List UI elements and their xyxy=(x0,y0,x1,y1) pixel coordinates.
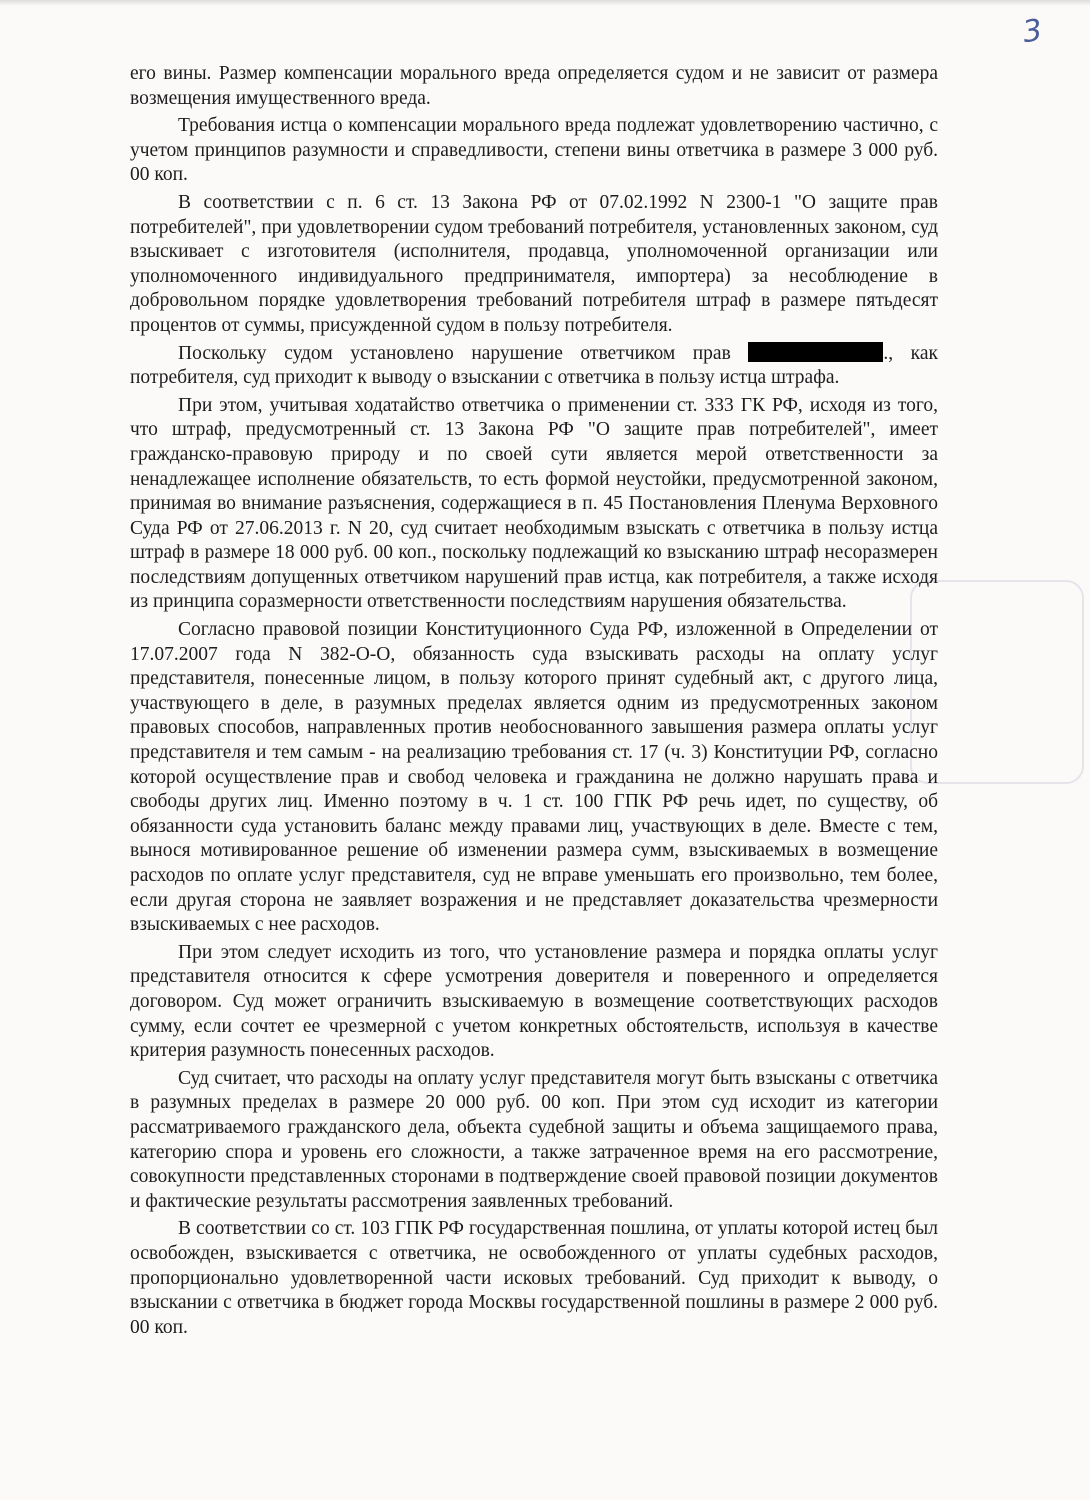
paragraph-representative-fees: При этом следует исходить из того, что установление размера и порядка оплаты услуг представителя относится к сфере усмотрения доверителя и поверенного и определяется договором. Суд может ограничить взыскиваемую в возмещение соответствующих расходов сумму, если сочтет ее чрезмерной с учетом конкретных обстоятельств, используя в качестве критерия разумность понесенных расходов. xyxy=(130,941,938,1062)
paragraph-text-before-redaction: Поскольку судом установлено нарушение ответчиком прав xyxy=(178,342,749,364)
document-body xyxy=(130,62,938,1340)
paragraph-moral-damage-end: его вины. Размер компенсации морального вреда определяется судом и не зависит от размера возмещения имущественного вреда. xyxy=(130,63,938,109)
paragraph-text-after-redaction: ., как потребителя, суд приходит к выводу о взыскании с ответчика в пользу истца штрафа. xyxy=(130,342,938,389)
paragraph-moral-damage-award: Требования истца о компенсации морального вреда подлежат удовлетворению частично, с учетом принципов разумности и справедливости, степени вины ответчика в размере 3 000 руб. 00 коп. xyxy=(130,115,938,186)
paragraph-violation-found xyxy=(130,342,938,391)
redacted-name xyxy=(748,342,883,362)
paragraph-fees-award: Суд считает, что расходы на оплату услуг представителя могут быть взысканы с ответчика в разумных пределах в размере 20 000 руб. 00 коп. При этом суд исходит из категории рассматриваемого гражданского дела, объекта судебной защиты и объема защищаемого права, категорию спора и уровень его сложности, а также затраченное время на его рассмотрение, совокупности представленных сторонами в подтверждение своей правовой позиции документов и фактические результаты рассмотрения заявленных требований. xyxy=(130,1067,938,1212)
paragraph-fine-reduction: При этом, учитывая ходатайство ответчика о применении ст. 333 ГК РФ, исходя из того, что штраф, предусмотренный ст. 13 Закона РФ "О защите прав потребителей", имеет гражданско-правовую природу и по своей сути является мерой ответственности за ненадлежащее исполнение обязательств, то есть формой неустойки, предусмотренной законом, принимая во внимание разъяснения, содержащиеся в п. 45 Постановления Пленума Верховного Суда РФ от 27.06.2013 г. N 20, суд считает необходимым взыскать с ответчика в пользу истца штраф в размере 18 000 руб. 00 коп., поскольку подлежащий ко взысканию штраф несоразмерен последствиям допущенных ответчиком нарушений прав истца, как потребителя, а также исходя из принципа соразмерности ответственности последствиям нарушения обязательства. xyxy=(130,394,938,613)
paragraph-constitutional-court: Согласно правовой позиции Конституционного Суда РФ, изложенной в Определении от 17.07.2007 года N 382-О-О, обязанность суда взыскивать расходы на оплату услуг представителя, понесенные лицом, в пользу которого принят судебный акт, с другого лица, участвующего в деле, в разумных пределах является одним из предусмотренных законом правовых способов, направленных против необоснованного завышения размера оплаты услуг представителя и тем самым - на реализацию требования ст. 17 (ч. 3) Конституции РФ, согласно которой осуществление прав и свобод человека и гражданина не должно нарушать права и свободы других лиц. Именно поэтому в ч. 1 ст. 100 ГПК РФ речь идет, по существу, об обязанности суда установить баланс между правами лиц, участвующих в деле. Вместе с тем, вынося мотивированное решение об изменении размера сумм, взыскиваемых в возмещение расходов по оплате услуг представителя, суд не вправе уменьшать его произвольно, тем более, если другая сторона не заявляет возражения и не представляет доказательства чрезмерности взыскиваемых с нее расходов. xyxy=(130,619,938,936)
paragraph-state-duty: В соответствии со ст. 103 ГПК РФ государственная пошлина, от уплаты которой истец был освобожден, взыскивается с ответчика, не освобожденного от уплаты судебных расходов, пропорционально удовлетворенной части исковых требований. Суд приходит к выводу, о взыскании с ответчика в бюджет города Москвы государственной пошлины в размере 2 000 руб. 00 коп. xyxy=(130,1218,938,1338)
scan-edge xyxy=(0,0,1090,6)
handwritten-page-number: 3 xyxy=(1020,12,1045,51)
paragraph-consumer-law-fine: В соответствии с п. 6 ст. 13 Закона РФ от 07.02.1992 N 2300-1 "О защите прав потребителей", при удовлетворении судом требований потребителя, установленных законом, суд взыскивает с изготовителя (исполнителя, продавца, уполномоченной организации или уполномоченного индивидуального предпринимателя, импортера) за несоблюдение в добровольном порядке удовлетворения требований потребителя штраф в размере пятьдесят процентов от суммы, присужденной судом в пользу потребителя. xyxy=(130,191,938,336)
